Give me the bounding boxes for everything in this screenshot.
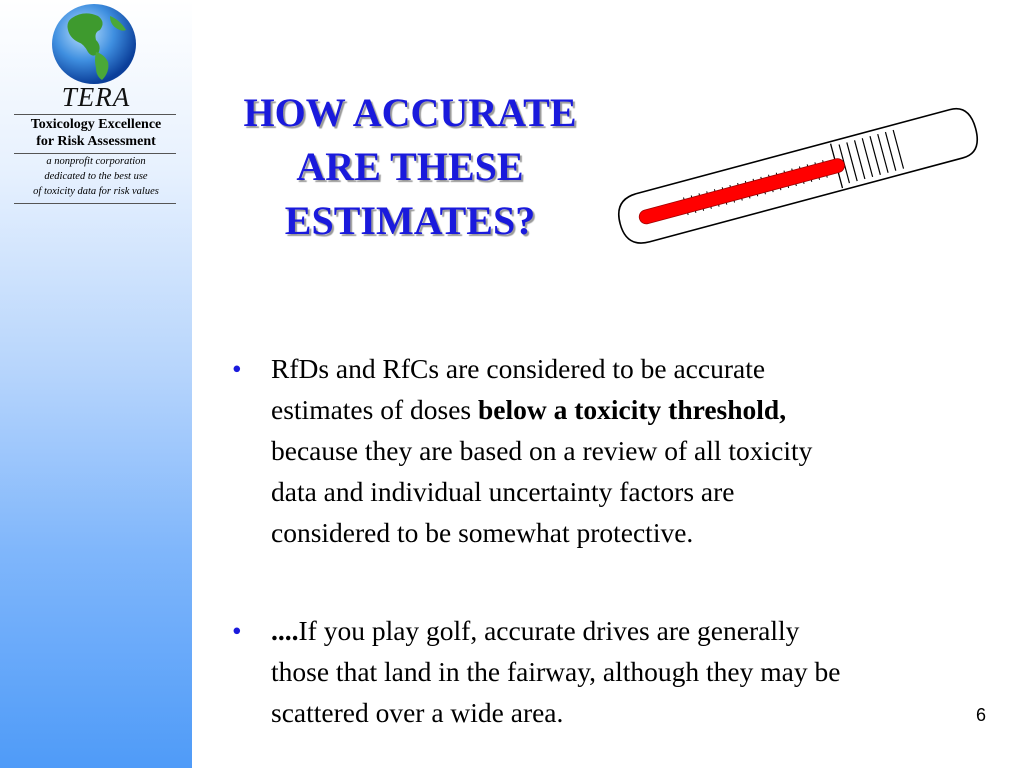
bullet-text-line: those that land in the fairway, although they may be — [271, 656, 841, 687]
logo-divider — [14, 203, 176, 204]
bullet-text-line: considered to be somewhat protective. — [271, 517, 694, 548]
bullet-text-line: because they are based on a review of all toxicity — [271, 435, 813, 466]
bullet-text: If you play golf, accurate drives are generally — [298, 615, 800, 646]
thermometer-icon — [610, 104, 980, 250]
list-item — [232, 610, 992, 733]
bullet-text-line: RfDs and RfCs are considered to be accurate — [271, 353, 766, 384]
title-line: ESTIMATES? — [284, 198, 536, 243]
bullet-text: estimates of doses — [271, 394, 478, 425]
globe-icon — [50, 2, 138, 86]
bullet-text-line: data and individual uncertainty factors are — [271, 476, 735, 507]
tagline-line3: of toxicity data for risk values — [33, 186, 159, 197]
bullet-list — [232, 348, 992, 733]
bullet-emphasis: .... — [271, 615, 299, 646]
slide-title — [205, 86, 615, 248]
page-number: 6 — [975, 705, 986, 725]
title-line: ARE THESE — [296, 144, 524, 189]
bullet-marker: • — [232, 615, 242, 646]
bullet-emphasis: below a toxicity threshold, — [477, 394, 787, 425]
bullet-text-line: scattered over a wide area. — [271, 697, 564, 728]
tagline-line1: a nonprofit corporation — [46, 156, 146, 167]
logo-divider — [14, 114, 176, 115]
org-name-line2: for Risk Assessment — [36, 134, 156, 149]
bullet-text-line — [271, 389, 992, 430]
bullet-text-line — [271, 610, 992, 651]
org-name-line1: Toxicology Excellence — [30, 117, 162, 132]
sidebar-panel — [0, 0, 192, 768]
logo-name: TERA — [61, 82, 131, 112]
tagline-line2: dedicated to the best use — [44, 171, 148, 182]
title-line: HOW ACCURATE — [243, 90, 577, 135]
bullet-marker: • — [232, 353, 242, 384]
list-item — [232, 348, 992, 553]
